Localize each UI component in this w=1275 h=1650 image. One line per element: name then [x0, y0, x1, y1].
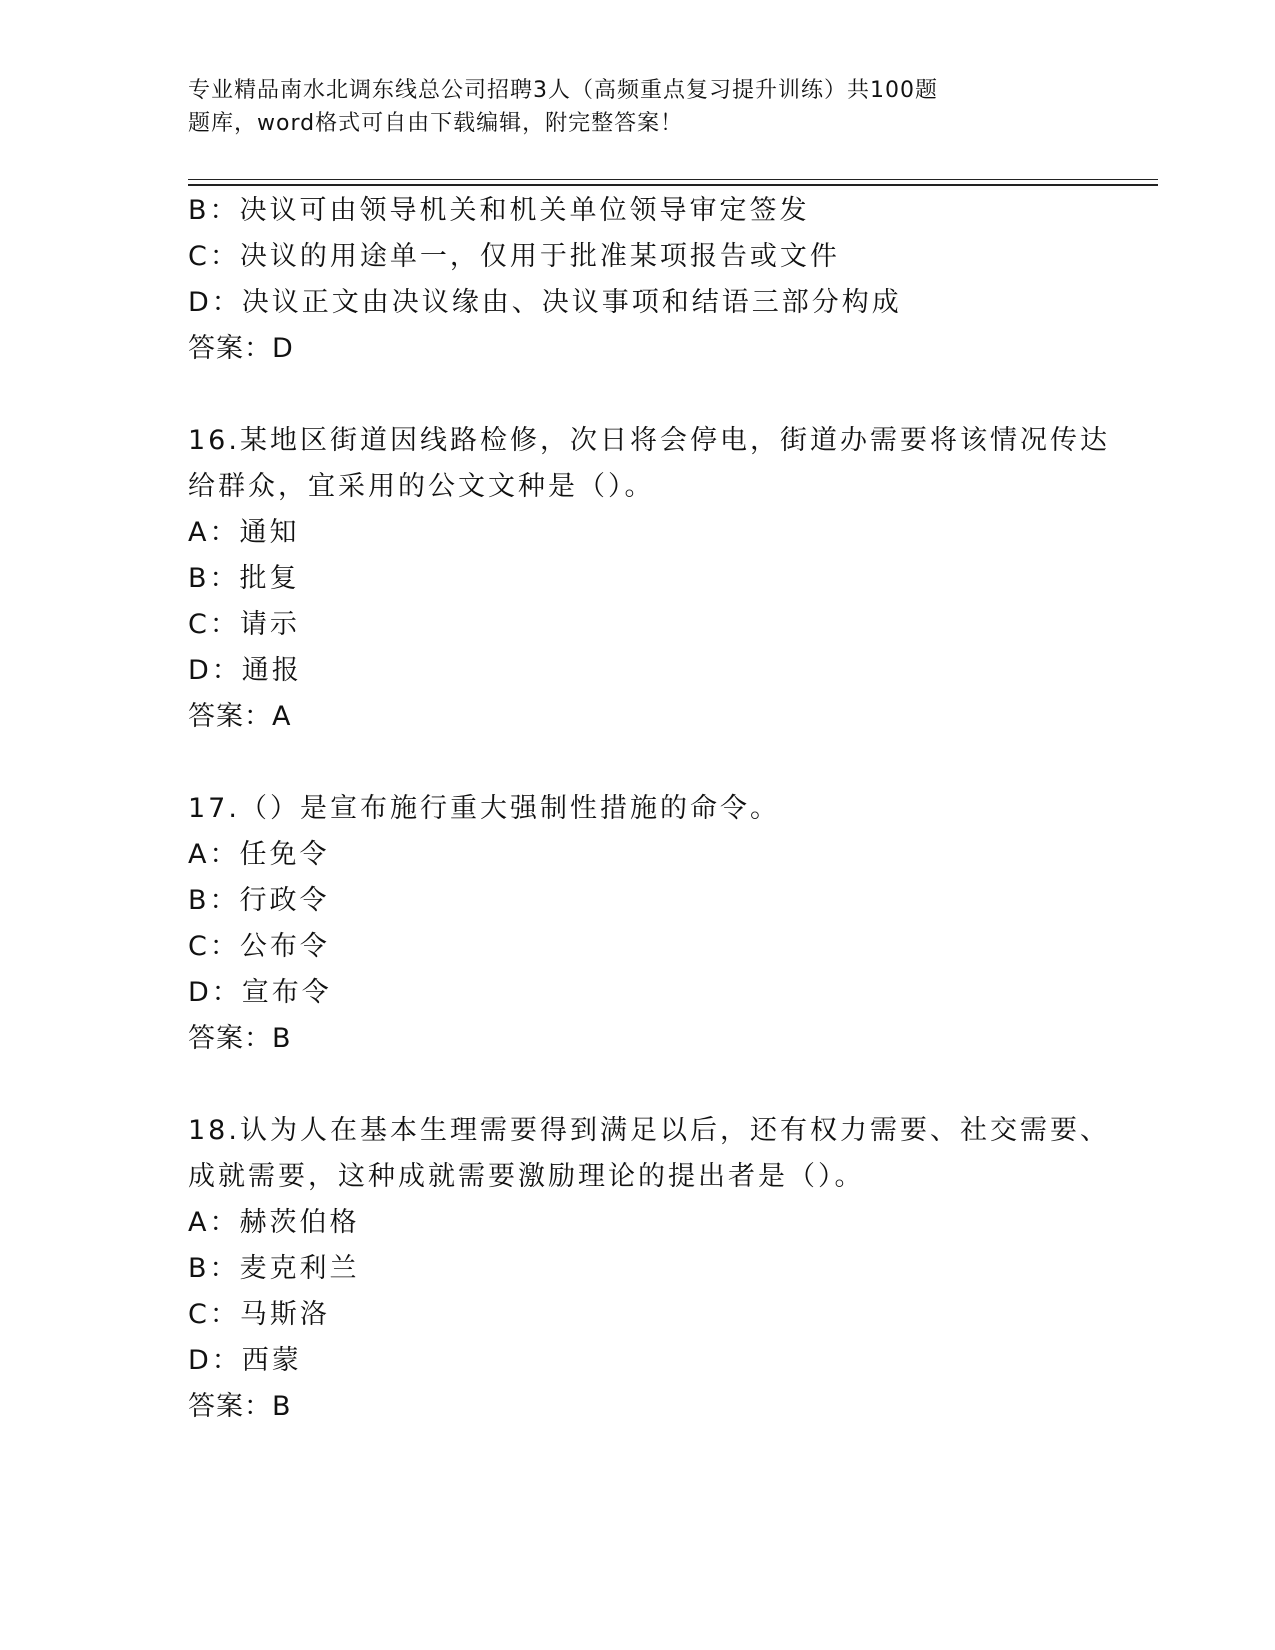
question-16-stem-line-1: 16.某地区街道因线路检修，次日将会停电，街道办需要将该情况传达: [188, 425, 1110, 456]
question-17-option-d: D：宣布令: [188, 977, 332, 1008]
question-spacer: [188, 1062, 1088, 1108]
question-18-stem-line-1: 18.认为人在基本生理需要得到满足以后，还有权力需要、社交需要、: [188, 1115, 1110, 1146]
question-16-option-b: B：批复: [188, 563, 300, 594]
question-17-answer: 答案：B: [188, 1023, 292, 1054]
question-16-stem-line-2: 给群众，宜采用的公文文种是（）。: [188, 471, 655, 502]
question-15-answer: 答案：D: [188, 333, 294, 364]
question-16-option-a: A：通知: [188, 517, 300, 548]
question-15-option-c: C：决议的用途单一，仅用于批准某项报告或文件: [188, 241, 840, 272]
question-18-option-d: D：西蒙: [188, 1345, 302, 1376]
question-list: [188, 188, 1110, 1430]
document-header: [188, 74, 1048, 140]
question-16: [188, 418, 1110, 740]
question-17-option-c: C：公布令: [188, 931, 330, 962]
question-18-stem-line-2: 成就需要，这种成就需要激励理论的提出者是（）。: [188, 1161, 865, 1192]
question-17-option-b: B：行政令: [188, 885, 330, 916]
question-18-option-a: A：赫茨伯格: [188, 1207, 360, 1238]
question-15-option-b: B：决议可由领导机关和机关单位领导审定签发: [188, 195, 810, 226]
question-16-answer: 答案：A: [188, 701, 292, 732]
question-18-option-b: B：麦克利兰: [188, 1253, 360, 1284]
question-18-answer: 答案：B: [188, 1391, 292, 1422]
question-18: [188, 1108, 1110, 1430]
question-16-option-d: D：通报: [188, 655, 302, 686]
question-15-continued: [188, 188, 1088, 372]
question-17: [188, 786, 1088, 1062]
header-divider-thin: [188, 179, 1158, 180]
question-15-option-d: D：决议正文由决议缘由、决议事项和结语三部分构成: [188, 287, 902, 318]
question-spacer: [188, 372, 1088, 418]
question-16-option-c: C：请示: [188, 609, 300, 640]
question-18-option-c: C：马斯洛: [188, 1299, 330, 1330]
header-title-line-1: 专业精品南水北调东线总公司招聘3人（高频重点复习提升训练）共100题: [188, 78, 938, 103]
header-divider-thick: [188, 184, 1158, 186]
question-17-option-a: A：任免令: [188, 839, 330, 870]
header-title-line-2: 题库，word格式可自由下载编辑，附完整答案！: [188, 111, 684, 136]
question-spacer: [188, 740, 1088, 786]
question-17-stem-line-1: 17.（）是宣布施行重大强制性措施的命令。: [188, 793, 780, 824]
